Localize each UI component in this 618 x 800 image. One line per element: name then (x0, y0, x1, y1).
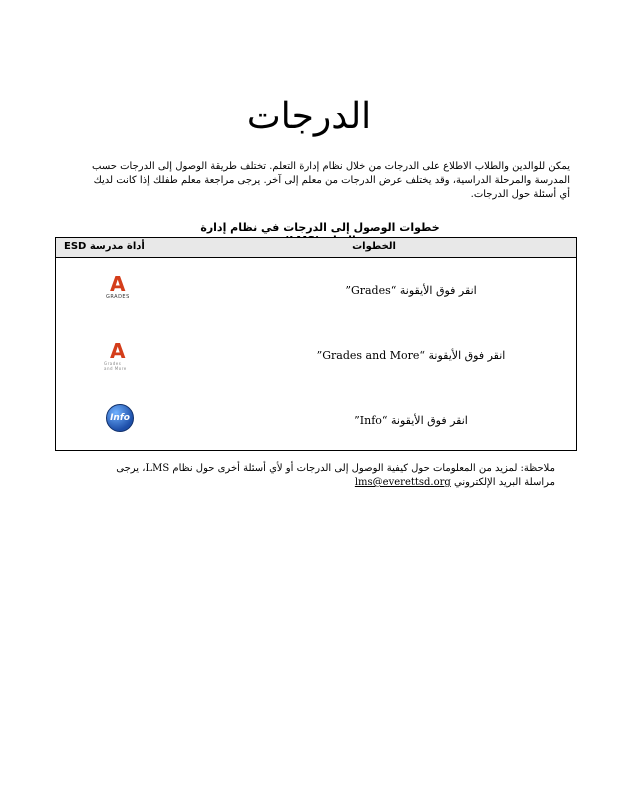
table-header (56, 238, 576, 258)
step-text: انقر فوق الأيقونة “Grades” (345, 284, 477, 297)
grades-steps-table (55, 237, 577, 451)
footer-text: ملاحظة: لمزيد من المعلومات حول كيفية الوصول إلى الدرجات أو لأي أسئلة أخرى حول نظام LMS، يرجى مراسلة البريد الإلكتروني (116, 463, 555, 488)
grades-and-more-icon-caption: Grades and More (104, 361, 127, 371)
table-row (56, 398, 576, 458)
header-steps: الخطوات (352, 241, 396, 252)
grades-and-more-icon[interactable]: A Grades and More (106, 339, 146, 379)
info-icon-caption: Info (106, 404, 134, 432)
footer-note (85, 462, 555, 490)
grades-icon[interactable]: A GRADES (106, 272, 130, 300)
step-text: انقر فوق الأيقونة “Info” (354, 414, 468, 427)
table-row (56, 266, 576, 326)
section-heading: خطوات الوصول إلى الدرجات في نظام إدارة (200, 221, 440, 234)
step-text: انقر فوق الأيقونة “Grades and More” (316, 349, 506, 362)
table-row (56, 333, 576, 393)
intro-paragraph: يمكن للوالدين والطلاب الاطلاع على الدرجات من خلال نظام إدارة التعلم. تختلف طريقة الوصول إلى الدرجات حسب المدرسة والمرحلة الدراسية، وقد يختلف عرض الدرجات من معلم إلى آخر. يرجى مراجعة معلم طفلك إذا كانت لديك أي أسئلة حول الدرجات. (92, 161, 570, 200)
page-title: الدرجات (246, 96, 372, 137)
header-tool: أداة مدرسة ESD (64, 241, 145, 252)
grades-icon-caption: GRADES (106, 294, 130, 300)
info-icon[interactable] (106, 404, 146, 444)
email-link[interactable]: lms@everettsd.org (354, 477, 451, 488)
